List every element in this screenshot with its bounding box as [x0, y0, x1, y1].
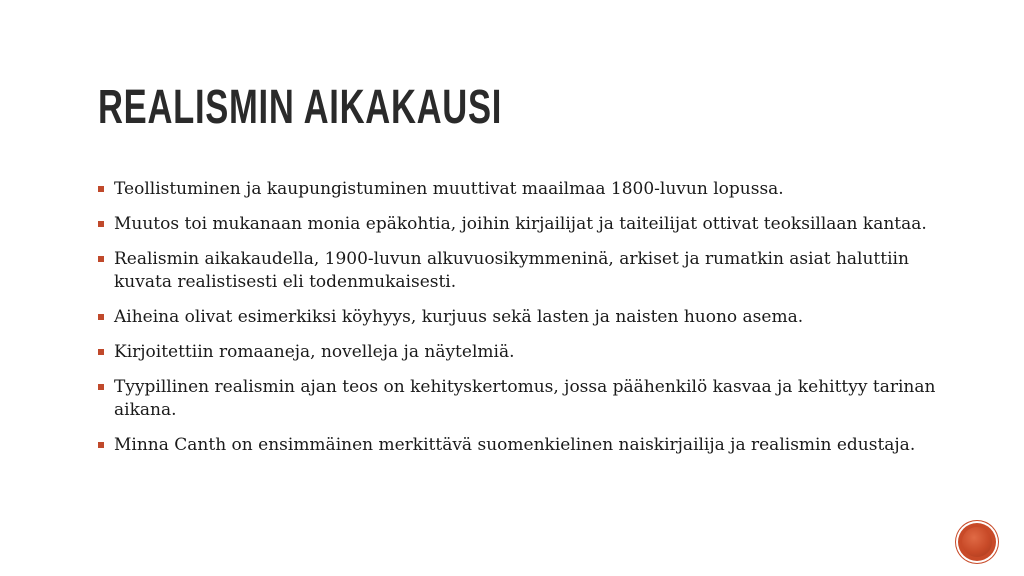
bullet-item — [98, 341, 948, 364]
bullet-item — [98, 178, 948, 201]
bullet-square-icon — [98, 384, 104, 390]
bullet-text: Realismin aikakaudella, 1900-luvun alkuvuosikymmeninä, arkiset ja rumatkin asiat haluttiin kuvata realistisesti eli todenmukaisesti. — [114, 249, 909, 292]
slide-badge-inner — [962, 527, 992, 557]
slide-badge-icon — [958, 523, 996, 561]
bullet-text: Kirjoitettiin romaaneja, novelleja ja näytelmiä. — [114, 342, 515, 362]
bullet-text: Tyypillinen realismin ajan teos on kehityskertomus, jossa päähenkilö kasvaa ja kehittyy tarinan aikana. — [114, 377, 936, 420]
bullet-text: Aiheina olivat esimerkiksi köyhyys, kurjuus sekä lasten ja naisten huono asema. — [114, 307, 804, 327]
bullet-square-icon — [98, 256, 104, 262]
slide-title: REALISMIN AIKAKAUSI — [98, 81, 503, 134]
bullet-item — [98, 376, 948, 422]
bullet-item — [98, 213, 948, 236]
bullet-text: Minna Canth on ensimmäinen merkittävä suomenkielinen naiskirjailija ja realismin edustaja. — [114, 435, 916, 455]
bullet-item — [98, 434, 948, 457]
bullet-square-icon — [98, 442, 104, 448]
bullet-item — [98, 248, 948, 294]
bullet-square-icon — [98, 314, 104, 320]
bullet-item — [98, 306, 948, 329]
bullet-text: Muutos toi mukanaan monia epäkohtia, joihin kirjailijat ja taiteilijat ottivat teoksillaan kantaa. — [114, 214, 927, 234]
bullet-text: Teollistuminen ja kaupungistuminen muuttivat maailmaa 1800-luvun lopussa. — [114, 179, 784, 199]
bullet-square-icon — [98, 349, 104, 355]
bullet-list — [98, 178, 948, 469]
bullet-square-icon — [98, 186, 104, 192]
bullet-square-icon — [98, 221, 104, 227]
